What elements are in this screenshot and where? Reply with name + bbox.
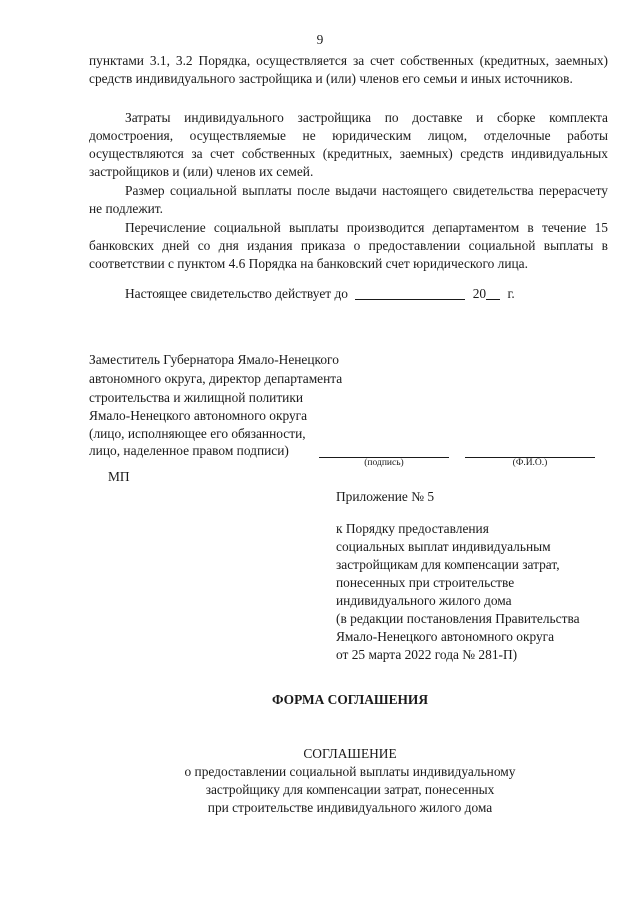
signatory-line-3: строительства и жилищной политики [89,390,304,405]
paragraph-recalculation: Размер социальной выплаты после выдачи настоящего свидетельства перерасчету не подлежит. [89,183,608,216]
signatory-line-5: (лицо, исполняющее его обязанности, [89,426,306,441]
stamp-mark: МП [108,469,130,484]
signature-caption: (подпись) [364,458,404,468]
appendix-line-4: понесенных при строительстве [336,575,515,590]
appendix-line-7: Ямало-Ненецкого автономного округа [336,629,555,644]
agreement-subtitle-line-2: застройщику для компенсации затрат, понесенных [205,782,495,797]
validity-date-blank [355,299,465,300]
name-caption: (Ф.И.О.) [512,458,548,468]
agreement-title: СОГЛАШЕНИЕ [303,746,397,761]
signatory-line-6: лицо, наделенное правом подписи) [89,443,289,458]
appendix-title: Приложение № 5 [336,489,435,504]
appendix-line-8: от 25 марта 2022 года № 281-П) [336,647,518,662]
appendix-line-3: застройщикам для компенсации затрат, [336,557,560,572]
paragraph-continuation: пунктами 3.1, 3.2 Порядка, осуществляется за счет собственных (кредитных, заемных) средств индивидуального застройщика и (или) членов его семьи и иных источников. [89,53,608,86]
paragraph-costs: Затраты индивидуального застройщика по доставке и сборке комплекта домостроения, осуществляемые не юридическим лицом, отделочные работы осуществляются за счет собственных (кредитных, заемных) средств индивидуальных застройщиков и (или) членов их семей. [89,110,608,179]
validity-year: 20 [472,286,487,301]
signatory-line-2: автономного округа, директор департамента [89,371,343,386]
signatory-line-1: Заместитель Губернатора Ямало-Ненецкого [89,352,339,367]
paragraph-transfer: Перечисление социальной выплаты производится департаментом в течение 15 банковских дней со дня издания приказа о предоставлении социальной выплаты в соответствии с пунктом 4.6 Порядка на банковский счет юридического лица. [89,220,608,271]
validity-line [125,285,515,303]
agreement-subtitle-line-1: о предоставлении социальной выплаты индивидуальному [184,764,516,779]
form-heading: ФОРМА СОГЛАШЕНИЯ [271,692,429,707]
page-number: 9 [316,32,324,47]
appendix-line-1: к Порядку предоставления [336,521,489,536]
signatory-line-4: Ямало-Ненецкого автономного округа [89,408,308,423]
appendix-line-6: (в редакции постановления Правительства [336,611,580,626]
validity-suffix: г. [507,286,515,301]
agreement-subtitle-line-3: при строительстве индивидуального жилого дома [207,800,493,815]
validity-year-blank [486,299,500,300]
validity-prefix: Настоящее свидетельство действует до [125,286,348,301]
appendix-line-2: социальных выплат индивидуальным [336,539,551,554]
appendix-line-5: индивидуального жилого дома [336,593,512,608]
